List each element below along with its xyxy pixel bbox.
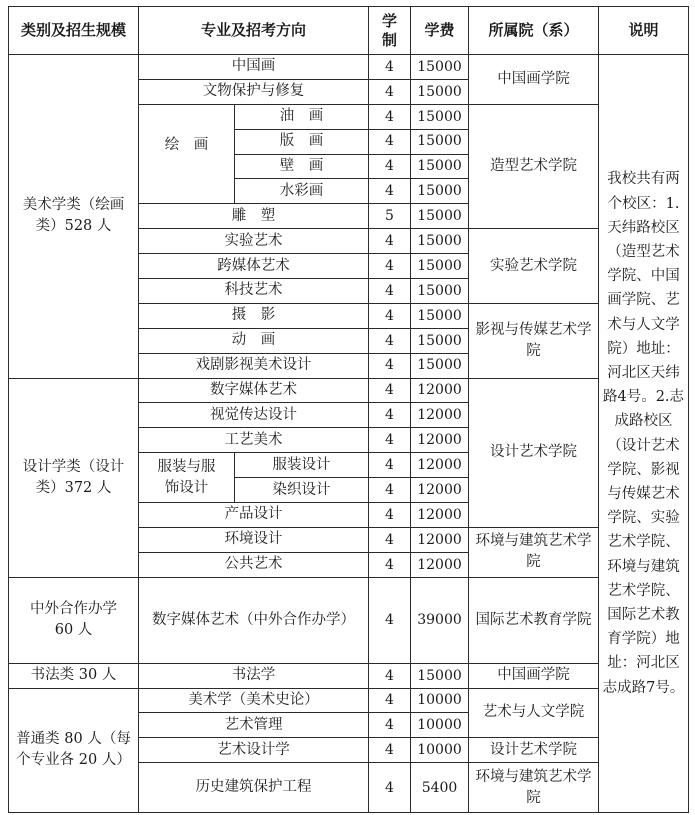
years-cell: 4 xyxy=(369,129,411,154)
fee-cell: 15000 xyxy=(411,129,469,154)
years-cell: 4 xyxy=(369,453,411,478)
years-cell: 4 xyxy=(369,478,411,503)
major-cell: 摄 影 xyxy=(139,303,369,328)
years-cell: 4 xyxy=(369,154,411,179)
category-coop: 中外合作办学 60 人 xyxy=(9,577,139,663)
campus-note: 我校共有两个校区：1.天纬路校区（造型艺术学院、中国画学院、艺术与人文学院）地址：河北区天纬路4号。2.志成路校区（设计艺术学院、影视与传媒艺术学院、实验艺术学院、环境与建筑艺术学院、国际艺术教育学院）地址：河北区志成路7号。 xyxy=(599,55,689,813)
major-cell: 书法学 xyxy=(139,663,369,688)
major-cell: 数字媒体艺术 xyxy=(139,378,369,403)
fee-cell: 10000 xyxy=(411,688,469,713)
category-general: 普通类 80 人（每个专业各 20 人） xyxy=(9,688,139,813)
major-cell: 跨媒体艺术 xyxy=(139,254,369,279)
fee-cell: 12000 xyxy=(411,478,469,503)
fee-cell: 12000 xyxy=(411,552,469,577)
major-cell: 科技艺术 xyxy=(139,279,369,304)
category-calligraphy: 书法类 30 人 xyxy=(9,663,139,688)
major-cell: 中国画 xyxy=(139,55,369,80)
group-painting: 绘 画 xyxy=(139,104,235,204)
fee-cell: 15000 xyxy=(411,179,469,204)
fee-cell: 15000 xyxy=(411,79,469,104)
years-cell: 4 xyxy=(369,328,411,353)
fee-cell: 12000 xyxy=(411,527,469,552)
header-years: 学制 xyxy=(369,7,411,55)
table-row xyxy=(9,55,689,80)
fee-cell: 12000 xyxy=(411,403,469,428)
major-cell: 壁 画 xyxy=(235,154,369,179)
fee-cell: 12000 xyxy=(411,378,469,403)
major-cell: 视觉传达设计 xyxy=(139,403,369,428)
major-cell: 艺术设计学 xyxy=(139,738,369,763)
years-cell: 4 xyxy=(369,254,411,279)
major-cell: 实验艺术 xyxy=(139,229,369,254)
dept-design-2: 设计艺术学院 xyxy=(469,738,599,763)
major-cell: 水彩画 xyxy=(235,179,369,204)
enrollment-table-container xyxy=(8,6,689,813)
years-cell: 4 xyxy=(369,663,411,688)
years-cell: 4 xyxy=(369,179,411,204)
major-cell: 历史建筑保护工程 xyxy=(139,763,369,813)
fee-cell: 15000 xyxy=(411,104,469,129)
fee-cell: 15000 xyxy=(411,254,469,279)
years-cell: 4 xyxy=(369,55,411,80)
years-cell: 4 xyxy=(369,428,411,453)
fee-cell: 15000 xyxy=(411,55,469,80)
major-cell: 戏剧影视美术设计 xyxy=(139,353,369,378)
fee-cell: 39000 xyxy=(411,577,469,663)
table-row xyxy=(9,378,689,403)
dept-experimental: 实验艺术学院 xyxy=(469,229,599,304)
dept-chinese-painting: 中国画学院 xyxy=(469,55,599,105)
years-cell: 4 xyxy=(369,527,411,552)
major-cell: 雕 塑 xyxy=(139,204,369,229)
table-row xyxy=(9,688,689,713)
dept-humanities: 艺术与人文学院 xyxy=(469,688,599,738)
fee-cell: 12000 xyxy=(411,503,469,528)
major-cell: 版 画 xyxy=(235,129,369,154)
fee-cell: 12000 xyxy=(411,453,469,478)
enrollment-table xyxy=(8,6,689,813)
major-cell: 文物保护与修复 xyxy=(139,79,369,104)
years-cell: 4 xyxy=(369,104,411,129)
years-cell: 5 xyxy=(369,204,411,229)
years-cell: 4 xyxy=(369,552,411,577)
years-cell: 4 xyxy=(369,403,411,428)
fee-cell: 10000 xyxy=(411,738,469,763)
years-cell: 4 xyxy=(369,577,411,663)
years-cell: 4 xyxy=(369,713,411,738)
fee-cell: 15000 xyxy=(411,303,469,328)
header-major: 专业及招考方向 xyxy=(139,7,369,55)
major-cell: 服装设计 xyxy=(235,453,369,478)
dept-environment-2: 环境与建筑艺术学院 xyxy=(469,763,599,813)
dept-intl-edu: 国际艺术教育学院 xyxy=(469,577,599,663)
years-cell: 4 xyxy=(369,688,411,713)
years-cell: 4 xyxy=(369,229,411,254)
fee-cell: 15000 xyxy=(411,229,469,254)
dept-plastic-arts: 造型艺术学院 xyxy=(469,104,599,228)
fee-cell: 5400 xyxy=(411,763,469,813)
major-cell: 油 画 xyxy=(235,104,369,129)
major-cell: 动 画 xyxy=(139,328,369,353)
category-design: 设计学类（设计类）372 人 xyxy=(9,378,139,577)
years-cell: 4 xyxy=(369,279,411,304)
dept-film-media: 影视与传媒艺术学院 xyxy=(469,303,599,378)
header-category: 类别及招生规模 xyxy=(9,7,139,55)
years-cell: 4 xyxy=(369,503,411,528)
years-cell: 4 xyxy=(369,763,411,813)
header-row xyxy=(9,7,689,55)
dept-design: 设计艺术学院 xyxy=(469,378,599,527)
fee-cell: 15000 xyxy=(411,279,469,304)
fee-cell: 15000 xyxy=(411,663,469,688)
group-fashion: 服装与服饰设计 xyxy=(139,453,235,503)
fee-cell: 10000 xyxy=(411,713,469,738)
major-cell: 产品设计 xyxy=(139,503,369,528)
table-row xyxy=(9,663,689,688)
category-fine-arts: 美术学类（绘画类）528 人 xyxy=(9,55,139,379)
years-cell: 4 xyxy=(369,303,411,328)
years-cell: 4 xyxy=(369,353,411,378)
dept-environment: 环境与建筑艺术学院 xyxy=(469,527,599,577)
major-cell: 艺术管理 xyxy=(139,713,369,738)
years-cell: 4 xyxy=(369,378,411,403)
fee-cell: 15000 xyxy=(411,204,469,229)
major-cell: 染织设计 xyxy=(235,478,369,503)
fee-cell: 15000 xyxy=(411,353,469,378)
header-note: 说明 xyxy=(599,7,689,55)
major-cell: 美术学（美术史论） xyxy=(139,688,369,713)
header-dept: 所属院（系） xyxy=(469,7,599,55)
table-row xyxy=(9,577,689,663)
major-cell: 环境设计 xyxy=(139,527,369,552)
years-cell: 4 xyxy=(369,79,411,104)
fee-cell: 15000 xyxy=(411,328,469,353)
header-fee: 学费 xyxy=(411,7,469,55)
major-cell: 公共艺术 xyxy=(139,552,369,577)
fee-cell: 15000 xyxy=(411,154,469,179)
major-cell: 工艺美术 xyxy=(139,428,369,453)
major-cell: 数字媒体艺术（中外合作办学） xyxy=(139,577,369,663)
years-cell: 4 xyxy=(369,738,411,763)
fee-cell: 12000 xyxy=(411,428,469,453)
dept-calligraphy: 中国画学院 xyxy=(469,663,599,688)
